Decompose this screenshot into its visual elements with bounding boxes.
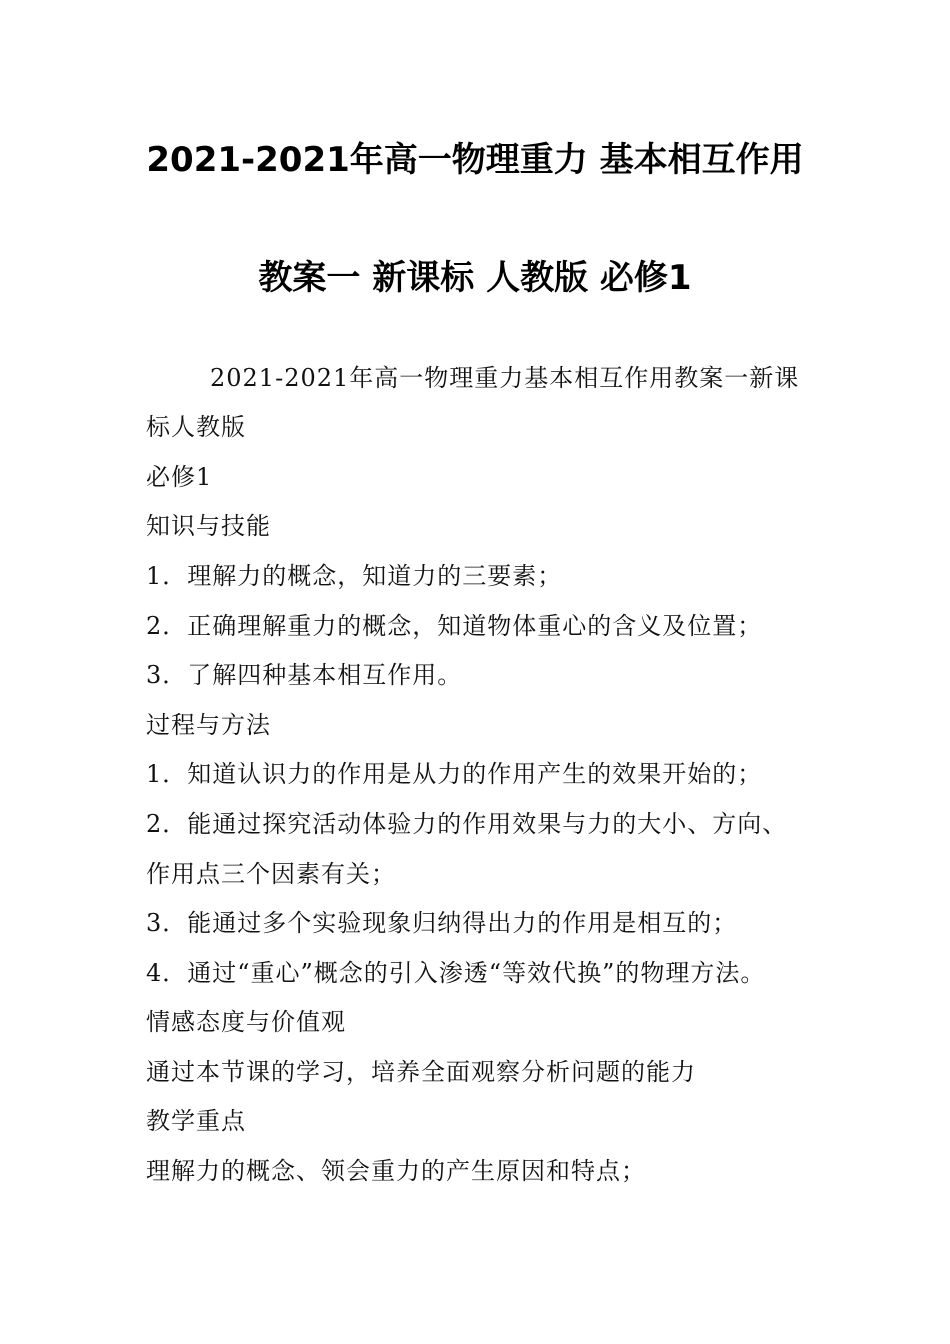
list-item: 2．正确理解重力的概念，知道物体重心的含义及位置； [146,612,763,640]
document-title-line-2: 教案一 新课标 人教版 必修1 [258,258,692,298]
list-item-cont: 作用点三个因素有关； [146,860,396,888]
paragraph-intro-cont: 标人教版 [146,413,246,441]
section-heading-attitude: 情感态度与价值观 [146,1008,346,1036]
list-item: 3．了解四种基本相互作用。 [146,661,463,689]
section-heading-process: 过程与方法 [146,711,271,739]
document-title-line-1: 2021-2021年高一物理重力 基本相互作用 [146,140,804,180]
section-heading-knowledge: 知识与技能 [146,512,271,540]
paragraph-intro: 2021-2021年高一物理重力基本相互作用教案一新课 [210,364,800,392]
list-item: 4．通过“重心”概念的引入渗透“等效代换”的物理方法。 [146,959,766,987]
paragraph-key-points: 理解力的概念、领会重力的产生原因和特点； [146,1157,646,1185]
list-item: 1．理解力的概念，知道力的三要素； [146,562,563,590]
list-item: 3．能通过多个实验现象归纳得出力的作用是相互的； [146,909,738,937]
paragraph-required: 必修1 [146,463,213,491]
section-heading-key-points: 教学重点 [146,1107,246,1135]
paragraph-attitude: 通过本节课的学习，培养全面观察分析问题的能力 [146,1058,696,1086]
list-item: 2．能通过探究活动体验力的作用效果与力的大小、方向、 [146,810,788,838]
list-item: 1．知道认识力的作用是从力的作用产生的效果开始的； [146,760,763,788]
